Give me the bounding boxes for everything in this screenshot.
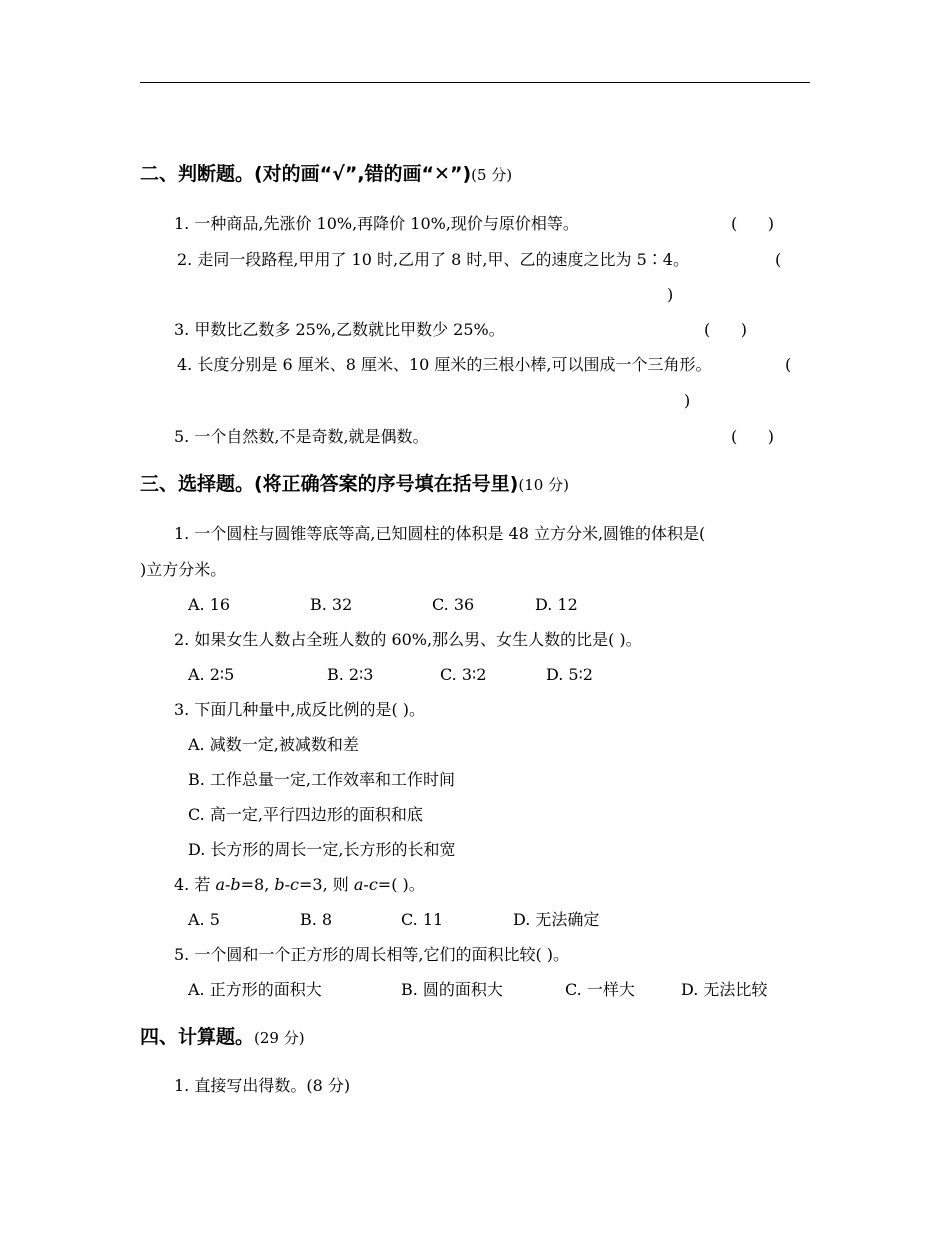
- judge-item-3: 3. 甲数比乙数多 25%,乙数就比甲数少 25%。: [174, 320, 505, 339]
- section-4-title: 四、计算题。: [140, 1026, 255, 1048]
- section-2-title: 二、判断题。(对的画“√”,错的画“✕”): [140, 163, 472, 185]
- choice-q4-option-a[interactable]: A. 5: [188, 910, 220, 929]
- choice-q4-expr-bc: b-c: [274, 875, 300, 894]
- choice-q1-option-c[interactable]: C. 36: [432, 595, 475, 614]
- section-2-points: (5 分): [471, 166, 513, 184]
- choice-q4-expr-ab: a-b: [215, 875, 241, 894]
- judge-answer-4-close[interactable]: ): [684, 391, 691, 410]
- choice-q3-option-d[interactable]: D. 长方形的周长一定,长方形的长和宽: [188, 840, 456, 859]
- choice-q2-option-a[interactable]: A. 2∶5: [188, 665, 235, 684]
- choice-q2-option-c[interactable]: C. 3∶2: [440, 665, 487, 684]
- choice-q5-option-a[interactable]: A. 正方形的面积大: [188, 980, 322, 999]
- calc-q1: 1. 直接写出得数。(8 分): [174, 1076, 351, 1095]
- choice-q4-expr-ac: a-c: [353, 875, 378, 894]
- choice-q1-option-b[interactable]: B. 32: [310, 595, 353, 614]
- judge-item-5: 5. 一个自然数,不是奇数,就是偶数。: [174, 427, 429, 446]
- choice-q4-option-b[interactable]: B. 8: [300, 910, 333, 929]
- judge-item-1: 1. 一种商品,先涨价 10%,再降价 10%,现价与原价相等。: [174, 214, 579, 233]
- choice-q1-option-a[interactable]: A. 16: [188, 595, 231, 614]
- choice-q1-line2: )立方分米。: [140, 560, 227, 579]
- judge-answer-2-close[interactable]: ): [667, 285, 674, 304]
- choice-q4-option-c[interactable]: C. 11: [401, 910, 444, 929]
- choice-q3: 3. 下面几种量中,成反比例的是( )。: [174, 700, 426, 719]
- choice-q5-option-b[interactable]: B. 圆的面积大: [401, 980, 503, 999]
- choice-q4-val-bc: =3, 则: [299, 875, 354, 894]
- choice-q4-option-d[interactable]: D. 无法确定: [513, 910, 600, 929]
- judge-answer-3[interactable]: ( ): [704, 320, 747, 339]
- choice-q4-prefix: 4. 若: [174, 875, 216, 894]
- judge-item-2: 2. 走同一段路程,甲用了 10 时,乙用了 8 时,甲、乙的速度之比为 5∶4。: [177, 250, 689, 269]
- section-4-points: (29 分): [254, 1029, 305, 1047]
- section-3-heading: [140, 472, 569, 497]
- judge-answer-1[interactable]: ( ): [731, 214, 774, 233]
- choice-q2: 2. 如果女生人数占全班人数的 60%,那么男、女生人数的比是( )。: [174, 630, 642, 649]
- choice-q3-option-c[interactable]: C. 高一定,平行四边形的面积和底: [188, 805, 423, 824]
- section-3-title: 三、选择题。(将正确答案的序号填在括号里): [140, 473, 519, 495]
- judge-answer-5[interactable]: ( ): [731, 427, 774, 446]
- choice-q2-option-d[interactable]: D. 5∶2: [546, 665, 593, 684]
- choice-q3-option-a[interactable]: A. 减数一定,被减数和差: [188, 735, 359, 754]
- choice-q1-option-d[interactable]: D. 12: [535, 595, 578, 614]
- choice-q2-option-b[interactable]: B. 2∶3: [327, 665, 374, 684]
- choice-q5: 5. 一个圆和一个正方形的周长相等,它们的面积比较( )。: [174, 945, 570, 964]
- choice-q5-option-d[interactable]: D. 无法比较: [681, 980, 768, 999]
- judge-item-4: 4. 长度分别是 6 厘米、8 厘米、10 厘米的三根小棒,可以围成一个三角形。: [177, 355, 712, 374]
- header-rule: [140, 82, 810, 83]
- judge-answer-2-open[interactable]: (: [775, 250, 782, 269]
- choice-q4: [174, 875, 425, 895]
- section-2-heading: [140, 162, 512, 187]
- choice-q1-line1: 1. 一个圆柱与圆锥等底等高,已知圆柱的体积是 48 立方分米,圆锥的体积是(: [174, 524, 706, 543]
- choice-q5-option-c[interactable]: C. 一样大: [565, 980, 635, 999]
- choice-q4-val-ab: =8,: [240, 875, 275, 894]
- section-4-heading: [140, 1025, 305, 1050]
- judge-answer-4-open[interactable]: (: [785, 355, 792, 374]
- choice-q4-suffix: =( )。: [377, 875, 425, 894]
- choice-q3-option-b[interactable]: B. 工作总量一定,工作效率和工作时间: [188, 770, 456, 789]
- section-3-points: (10 分): [518, 476, 569, 494]
